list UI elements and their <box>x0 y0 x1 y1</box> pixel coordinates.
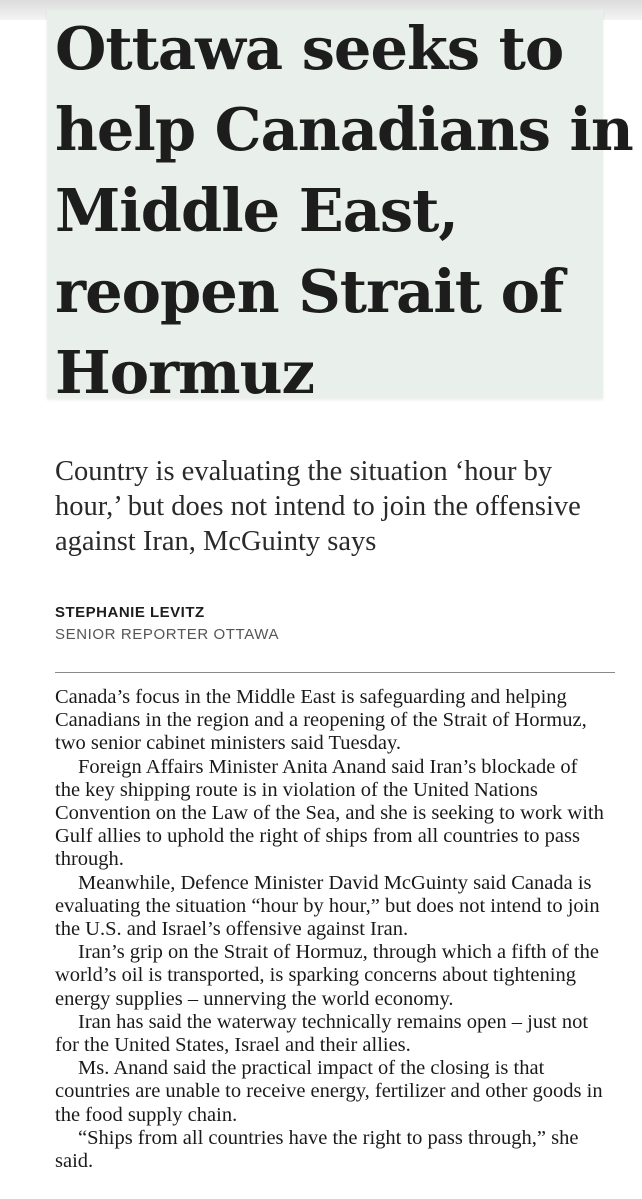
byline-author: STEPHANIE LEVITZ <box>55 604 205 621</box>
article-body <box>55 686 607 1173</box>
article-paragraph: Foreign Affairs Minister Anita Anand said Iran’s blockade of the key shipping route is in violation of the United Nations Convention on the Law of the Sea, and she is seeking to work with Gulf allies to uphold the right of ships from all countries to pass through. <box>55 755 604 871</box>
bottom-fade <box>0 1184 642 1199</box>
article-paragraph: Meanwhile, Defence Minister David McGuinty said Canada is evaluating the situation “hour by hour,” but does not intend to join the U.S. and Israel’s offensive against Iran. <box>55 871 600 941</box>
subheadline: Country is evaluating the situation ‘hour by hour,’ but does not intend to join the offensive against Iran, McGuinty says <box>55 456 581 557</box>
article-paragraph: Canada’s focus in the Middle East is safeguarding and helping Canadians in the region and a reopening of the Strait of Hormuz, two senior cabinet ministers said Tuesday. <box>55 686 587 755</box>
article-paragraph: Iran has said the waterway technically remains open – just not for the United States, Israel and their allies. <box>55 1010 589 1057</box>
byline-divider <box>55 672 615 673</box>
byline-title: SENIOR REPORTER OTTAWA <box>55 626 280 643</box>
headline: Ottawa seeks to help Canadians in Middle East, reopen Strait of Hormuz <box>55 14 633 407</box>
article-paragraph: “Ships from all countries have the right to pass through,” she said. <box>55 1126 579 1173</box>
article-paragraph: Ms. Anand said the practical impact of the closing is that countries are unable to receive energy, fertilizer and other goods in the food supply chain. <box>55 1057 603 1126</box>
article-paragraph: Iran’s grip on the Strait of Hormuz, through which a fifth of the world’s oil is transported, is sparking concerns about tightening energy supplies – unnerving the world economy. <box>55 941 599 1010</box>
